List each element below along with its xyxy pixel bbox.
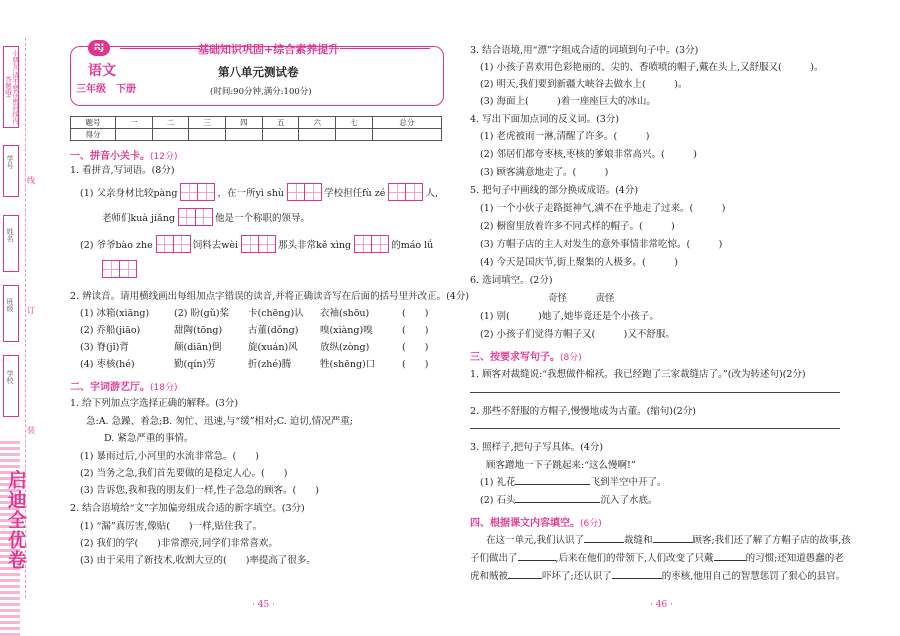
table-cell: 七 [336,117,373,129]
answer-bracket[interactable]: ( ) [402,359,429,370]
question-1-2: 2. 辨读音。请用横线画出每组加点字错误的读音,并将正确读音写在后面的括号里并改正。(4分) [70,291,470,302]
question-2-5: 5. 把句子中画线的部分换成成语。(4分) [470,185,639,196]
list-item: (2) 明天,我们要到新疆大峡谷去做水上( )。 [480,79,688,90]
answer-blank[interactable] [714,560,746,561]
list-item: (2) 石头 沉入了水底。 [480,495,658,506]
fill-paragraph-line: 子们做出了 ,后来在他们的带领下,人们改变了只戴 的习惯;还知道愚蠢的老 [470,553,844,564]
question-2-2: 2. 结合语境给“文”字加偏旁组成合适的新字填空。(3分) [70,503,305,514]
table-cell: 得分 [71,129,116,141]
score-cell[interactable] [116,129,153,141]
school-field[interactable] [3,355,19,417]
tianzige-box[interactable] [241,235,275,256]
list-item: 牲(shēng)口 [320,359,376,370]
seal-dashed-line [25,38,26,598]
list-item: 放纵(zòng) [320,342,370,353]
tianzige-box[interactable] [178,208,212,229]
fill-paragraph-line: 虎和贼被 吓坏了;还认识了 的枣核,他用自己的智慧惩罚了狠心的县官。 [470,571,846,582]
list-item: (1) “漏”真厉害,像贴( )一样,贴住我了。 [80,521,263,532]
pinyin-line-3: (2) 爷爷bào zhe 饲料去wèi 那头非常kě xìng 的máo lǘ [80,235,433,256]
tianzige-box[interactable] [180,183,214,204]
table-cell: 题号 [71,117,116,129]
question-3-3: 3. 照样子,把句子写具体。(4分) [470,442,604,453]
question-1-1: 1. 看拼音,写词语。(8分) [70,165,175,176]
section-4-title: 四、根据课文内容填空。(6分) [470,518,602,529]
score-cell[interactable] [372,129,441,141]
list-item: (1) 小孩子喜欢用色彩艳丽的、尖的、香喷喷的帽子,戴在头上,又舒服又( )。 [480,62,824,73]
list-item: (3) 由于采用了新技术,收割大豆的( )率提高了很多。 [80,555,316,566]
page-number-left: · 45 · [252,600,275,610]
example-sentence: 顾客蹭地一下子跳起来:“这么慢啊!” [486,460,636,471]
answer-blank[interactable] [508,578,542,579]
list-item: (1) 老虎被雨一淋,清醒了许多。( ) [480,131,650,142]
answer-blank[interactable] [584,542,624,543]
name-label: 姓名 [6,228,14,242]
score-cell[interactable] [262,129,299,141]
list-item: (2) 乔船(jiāo) [80,325,141,336]
list-item: (1) 一个小伙子走路挺神气,满不在乎地走了过来。( ) [480,203,726,214]
subject-title: 语文 [88,63,116,79]
answer-line[interactable] [470,428,840,429]
list-item: 嗅(xiàng)嗅 [320,325,373,336]
answer-line[interactable] [470,392,840,393]
question-3-2: 2. 那些不舒服的方帽子,慢慢地成为古董。(缩句)(2分) [470,406,696,417]
tianzige-box[interactable] [287,183,321,204]
list-item: (2) 我们的学( )非常漂亮,同学们非常喜欢。 [80,538,278,549]
answer-blank[interactable] [515,502,600,503]
cut-mark: 装 [27,426,35,435]
list-item: (1) 暴雨过后,小河里的水流非常急。( ) [80,451,259,462]
list-item: (3) 告诉您,我和我的朋友们一样,性子急急的顾客。( ) [80,485,319,496]
answer-bracket[interactable]: ( ) [402,308,429,319]
table-cell: 五 [262,117,299,129]
list-item: 旋(xuán)风 [248,342,298,353]
question-2-4: 4. 写出下面加点词的反义词。(3分) [470,114,620,125]
table-cell: 三 [189,117,226,129]
list-item: (2) 盼(gǔ)桨 [174,308,230,319]
score-table [70,116,442,141]
answer-blank[interactable] [518,560,556,561]
list-item: 甜陶(tōng) [174,325,223,336]
question-2-3: 3. 结合语境,用“漂”字组成合适的词填到句子中。(3分) [470,45,699,56]
answer-blank[interactable] [515,484,590,485]
pinyin-line-2: 老师们kuà jiǎng 他是一个称职的领导。 [102,208,310,229]
score-cell[interactable] [299,129,336,141]
series-title: 基础知识巩固+综合素养提升 [198,43,340,56]
score-cell[interactable] [152,129,189,141]
list-item: 衣袖(shōu) [320,308,370,319]
edition-badge: RJ [88,40,110,56]
list-item: (3) 海面上( )着一座座巨大的冰山。 [480,96,656,107]
question-3-1: 1. 顾客对裁缝说:“我想做件棉袄。我已经跑了三家裁缝店了。”(改为转述句)(2分) [470,369,806,380]
list-item: (2) 橱窗里放着许多不同式样的帽子。( ) [480,221,675,232]
list-item: (3) 顾客满意地走了。( ) [480,167,609,178]
time-info: (时间:90分钟,满分:100分) [210,87,312,97]
list-item: 古董(dǒng) [248,325,299,336]
answer-bracket[interactable]: ( ) [402,325,429,336]
student-id-field[interactable] [3,145,19,197]
question-2-1: 1. 给下列加点字选择正确的解释。(3分) [70,398,239,409]
table-cell: 二 [152,117,189,129]
list-item: (2) 小孩子们觉得方帽子又( )又不舒服。 [480,329,675,340]
cut-mark: 订 [27,306,35,315]
list-item: (2) 当务之急,我们首先要做的是稳定人心。( ) [80,468,288,479]
answer-blank[interactable] [612,578,662,579]
question-2-6: 6. 选词填空。(2分) [470,275,553,286]
list-item: 折(zhé)腾 [248,359,292,370]
list-item: (3) 脊(jǐ)背 [80,342,129,353]
brand-logo: 启迪全优卷 [5,470,27,570]
list-item: (3) 方帽子店的主人对发生的意外事情非常吃惊。( ) [480,239,723,250]
tianzige-box[interactable] [388,183,422,204]
list-item: (2) 邻居们都夸枣核,枣核的爹娘非常高兴。( ) [480,149,697,160]
class-label: 班级 [6,298,14,312]
grade-label: 三年级 下册 [76,84,136,95]
score-table-row [71,129,442,141]
answer-blank[interactable] [653,542,693,543]
list-item: (1) 礼花 飞到半空中开了。 [480,477,667,488]
tianzige-box[interactable] [354,235,388,256]
page-number-right: · 46 · [650,600,673,610]
list-item: (1) 别( )她了,她毕竟还是个小孩子。 [480,311,659,322]
score-cell[interactable] [226,129,263,141]
seal-line-notice: 小朋友,请不要在密封线内答题哦! [3,46,19,128]
list-item: (4) 枣核(hé) [80,359,135,370]
school-label: 学校 [6,370,14,384]
cut-mark: 线 [27,176,35,185]
section-2-title: 二、字词游艺厅。(18分) [70,382,178,393]
score-cell[interactable] [336,129,373,141]
score-table-header-row [71,117,442,129]
pinyin-line-4 [102,260,136,281]
name-field[interactable] [3,215,19,272]
answer-bracket[interactable]: ( ) [402,342,429,353]
student-id-label: 学号 [6,155,14,169]
word-choices: 奇怪 责怪 [548,293,615,304]
tianzige-box[interactable] [156,235,190,256]
list-item: 勤(qín)劳 [174,359,216,370]
table-cell: 四 [226,117,263,129]
fill-paragraph-line: 在这一单元,我们认识了 裁缝和 顾客;我们还了解了方帽子店的故事,孩 [486,535,851,546]
section-3-title: 三、按要求写句子。(8分) [470,352,582,363]
tianzige-box[interactable] [102,260,136,281]
table-cell: 总分 [372,117,441,129]
class-field[interactable] [3,285,19,342]
score-cell[interactable] [189,129,226,141]
list-item: 颠(diān)倒 [174,342,222,353]
paper-title: 第八单元测试卷 [218,65,299,79]
list-item: 卡(chēng)认 [248,308,304,319]
definition-options: 急:A. 急躁、着急;B. 匆忙、迅速,与“缓”相对;C. 迫切,情况严重; [86,416,353,427]
definition-options: D. 紧急严重的事情。 [104,433,194,444]
list-item: (4) 今天是国庆节,街上聚集的人极多。( ) [480,257,678,268]
list-item: (1) 冰箱(xiāng) [80,308,150,319]
pinyin-line-1: (1) 父亲身材比较pàng ，在一所yì shù 学校担任fù zé 人, [80,183,438,204]
table-cell: 一 [116,117,153,129]
table-cell: 六 [299,117,336,129]
section-1-title: 一、拼音小关卡。(12分) [70,151,178,162]
